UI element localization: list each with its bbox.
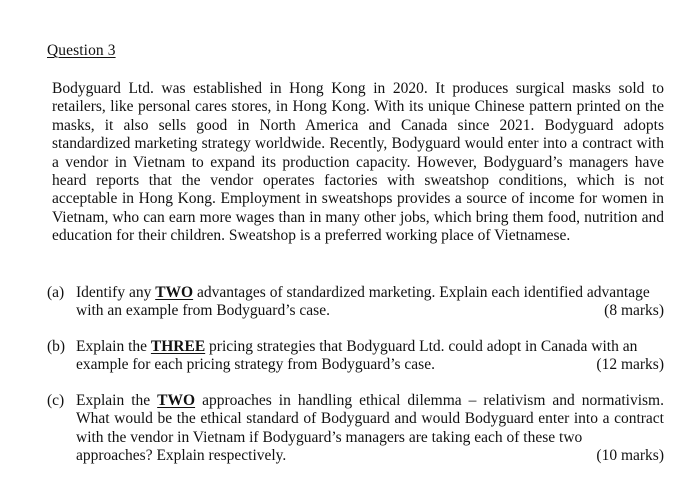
question-b [47, 338, 664, 375]
emphasis-text: TWO [157, 392, 196, 409]
marks-label: (10 marks) [596, 447, 664, 465]
question-a [47, 284, 664, 321]
question-text: Explain the THREE pricing strategies that Bodyguard Ltd. could adopt in Canada with an example for each pricing strategy from Bodyguard’s case. (12 marks) [76, 338, 664, 374]
question-text: Identify any TWO advantages of standardized marketing. Explain each identified advantage with an example from Bodyguard’s case. (8 marks) [76, 284, 664, 320]
marks-label: (8 marks) [604, 302, 664, 320]
question-label: (a) [47, 284, 65, 301]
question-heading: Question 3 [47, 42, 116, 59]
case-passage: Bodyguard Ltd. was established in Hong Kong in 2020. It produces surgical masks sold to retailers, like personal cares stores, in Hong Kong. With its unique Chinese pattern printed on the masks, it also sells good in North America and Canada since 2021. Bodyguard adopts standardized marketing strategy worldwide. Recently, Bodyguard would enter into a contract with a vendor in Vietnam to expand its production capacity. However, Bodyguard’s managers have heard reports that the vendor operates factories with sweatshop conditions, which is not acceptable in Hong Kong. Employment in sweatshops provides a source of income for women in Vietnam, who can earn more wages than in many other jobs, which bring them food, nutrition and education for their children. Sweatshop is a preferred working place of Vietnamese. [52, 80, 664, 245]
emphasis-text: TWO [155, 284, 194, 301]
question-c [47, 392, 664, 466]
question-text: Explain the TWO approaches in handling ethical dilemma – relativism and normativism. What would be the ethical standard of Bodyguard and would Bodyguard enter into a contract with the vendor in Vietnam if Bodyguard’s managers are taking each of these two approaches? Explain respectively. (10 marks) [76, 392, 664, 465]
emphasis-text: THREE [150, 338, 206, 355]
question-label: (b) [47, 338, 66, 355]
marks-label: (12 marks) [596, 356, 664, 374]
question-label: (c) [47, 392, 65, 409]
